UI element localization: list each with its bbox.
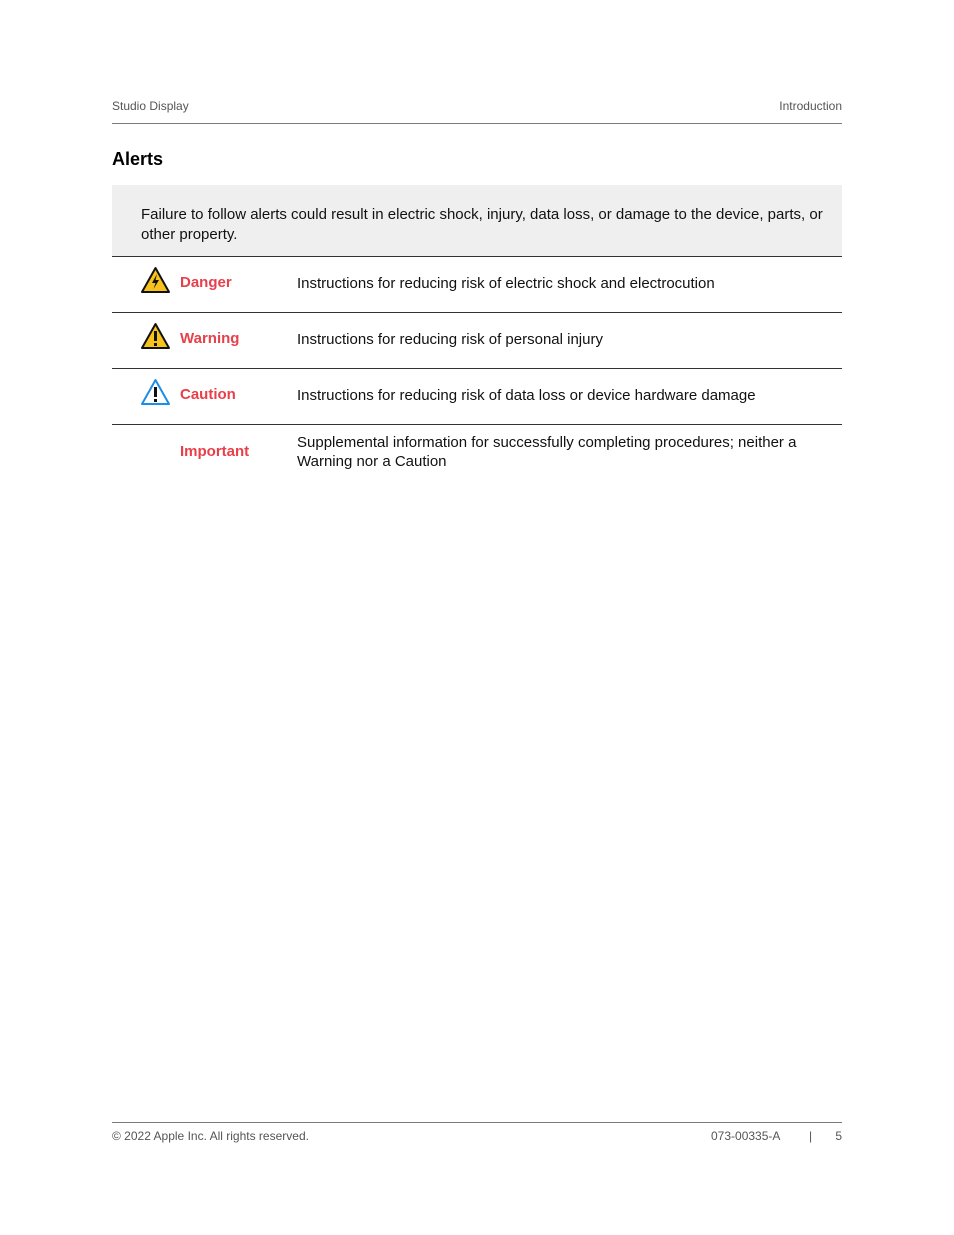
header-product: Studio Display [112,99,189,113]
caution-triangle-icon [140,378,171,406]
alert-label: Danger [180,274,232,291]
alert-description: Instructions for reducing risk of electric shock and electrocution [297,275,715,292]
alert-row-caution [112,368,842,424]
alert-label: Important [180,443,250,460]
alert-row-danger [112,256,842,312]
alert-row-important [112,424,842,480]
alert-description: Instructions for reducing risk of personal injury [297,331,603,348]
alerts-table [112,256,842,480]
footer-copyright: © 2022 Apple Inc. All rights reserved. [112,1129,309,1143]
electric-hazard-icon [140,266,171,294]
alert-description: Instructions for reducing risk of data loss or device hardware damage [297,387,756,404]
alert-row-warning [112,312,842,368]
footer-page-number: 5 [835,1129,842,1143]
intro-box [112,185,842,256]
section-title: Alerts [112,149,164,169]
warning-triangle-icon [140,322,171,350]
footer-separator: | [809,1129,813,1143]
header-section: Introduction [779,99,842,113]
intro-text: Failure to follow alerts could result in electric shock, injury, data loss, or damage to the device, parts, or other property. [141,206,823,243]
footer-doc-number: 073-00335-A [711,1129,781,1143]
alert-label: Caution [180,386,236,403]
page-footer [112,1122,842,1143]
page-header [112,99,842,124]
alert-label: Warning [180,330,240,347]
alert-description: Supplemental information for successfully completing procedures; neither a Warning nor a Caution [297,434,797,470]
